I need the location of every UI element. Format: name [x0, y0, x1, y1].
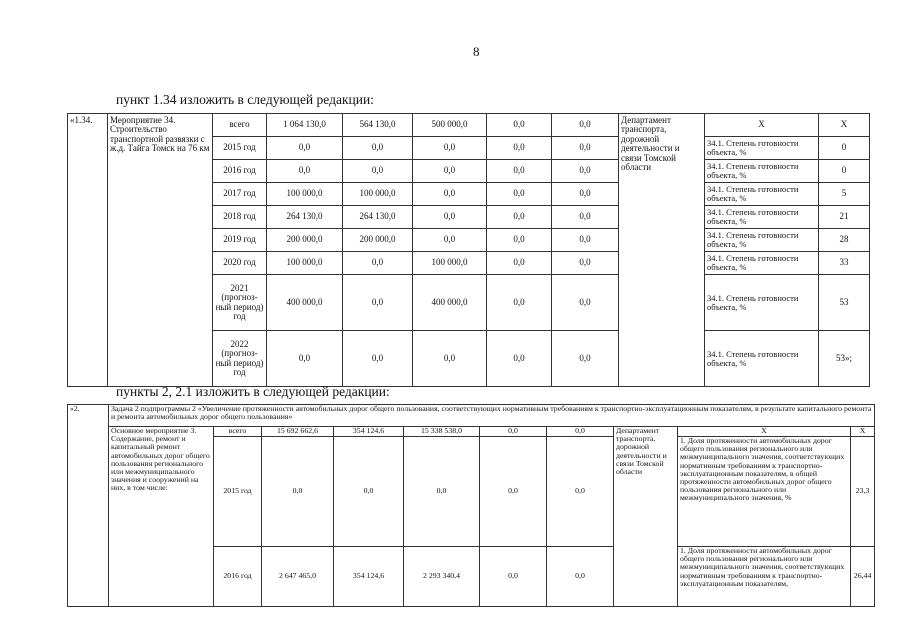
- table-row: [68, 427, 875, 437]
- amount-cell: 0,0: [413, 229, 487, 252]
- amount-cell: 0,0: [547, 437, 614, 547]
- amount-cell: 100 000,0: [267, 183, 343, 206]
- task-row: [68, 405, 875, 427]
- indicator-value: 53: [819, 275, 870, 331]
- amount-cell: 0,0: [552, 252, 619, 275]
- indicator-name: 34.1. Степень готовности объекта, %: [705, 206, 819, 229]
- page-number: 8: [473, 44, 480, 59]
- indicator-value: 0: [819, 137, 870, 160]
- amount-cell: 0,0: [552, 160, 619, 183]
- amount-cell: 0,0: [267, 160, 343, 183]
- indicator-value: 0: [819, 160, 870, 183]
- amount-cell: 0,0: [413, 137, 487, 160]
- amount-cell: 0,0: [262, 437, 334, 547]
- indicator-name: 34.1. Степень готовности объекта, %: [705, 331, 819, 387]
- amount-cell: 0,0: [343, 331, 413, 387]
- amount-cell: 0,0: [343, 275, 413, 331]
- indicator-name: 34.1. Степень готовности объекта, %: [705, 183, 819, 206]
- indicator-name: 34.1. Степень готовности объекта, %: [705, 275, 819, 331]
- indicator-value: 21: [819, 206, 870, 229]
- amount-cell: 200 000,0: [267, 229, 343, 252]
- year-cell: 2019 год: [213, 229, 267, 252]
- amount-cell: 0,0: [267, 331, 343, 387]
- indicator-name: X: [705, 114, 819, 137]
- indicator-name: 1. Доля протяженности автомобильных дорог общего пользования регионального или межмуниципального значения, соответствующих нормативным требованиям к транспортно-эксплуатационным показателям, в общей протяженности автомобильных дорог общего пользования регионального или межмуниципального значения, %: [678, 437, 851, 547]
- amount-cell: 264 130,0: [343, 206, 413, 229]
- amount-cell: 0,0: [552, 114, 619, 137]
- year-cell: всего: [213, 114, 267, 137]
- indicator-name: 34.1. Степень готовности объекта, %: [705, 160, 819, 183]
- amount-cell: 0,0: [487, 183, 552, 206]
- amount-cell: 354 124,6: [334, 427, 404, 437]
- amount-cell: 2 293 340,4: [404, 547, 480, 607]
- amount-cell: 264 130,0: [267, 206, 343, 229]
- amount-cell: 0,0: [552, 229, 619, 252]
- indicator-name: 34.1. Степень готовности объекта, %: [705, 252, 819, 275]
- amount-cell: 1 064 130,0: [267, 114, 343, 137]
- amount-cell: 400 000,0: [267, 275, 343, 331]
- amount-cell: 0,0: [487, 137, 552, 160]
- amount-cell: 0,0: [487, 229, 552, 252]
- amount-cell: 0,0: [480, 547, 547, 607]
- amount-cell: 2 647 465,0: [262, 547, 334, 607]
- item-number: «1.34.: [68, 114, 108, 387]
- amount-cell: 0,0: [413, 331, 487, 387]
- year-cell: 2017 год: [213, 183, 267, 206]
- amount-cell: 15 692 662,6: [262, 427, 334, 437]
- amount-cell: 0,0: [487, 252, 552, 275]
- amount-cell: 564 130,0: [343, 114, 413, 137]
- amount-cell: 0,0: [547, 427, 614, 437]
- heading-item-1-34: пункт 1.34 изложить в следующей редакции:: [116, 92, 374, 107]
- year-cell: 2015 год: [213, 137, 267, 160]
- year-cell: 2016 год: [213, 160, 267, 183]
- year-cell: 2015 год: [214, 437, 262, 547]
- amount-cell: 0,0: [413, 206, 487, 229]
- year-cell: 2018 год: [213, 206, 267, 229]
- year-cell: 2021 (прогноз-ный период) год: [213, 275, 267, 331]
- amount-cell: 0,0: [334, 437, 404, 547]
- department-name: Департамент транспорта, дорожной деятельности и связи Томской области: [614, 427, 678, 607]
- table-item-2: [67, 404, 875, 607]
- amount-cell: 0,0: [343, 252, 413, 275]
- amount-cell: 0,0: [547, 547, 614, 607]
- table-row: [68, 114, 870, 137]
- amount-cell: 0,0: [343, 137, 413, 160]
- amount-cell: 0,0: [413, 183, 487, 206]
- amount-cell: 0,0: [487, 331, 552, 387]
- amount-cell: 0,0: [487, 206, 552, 229]
- indicator-value: 5: [819, 183, 870, 206]
- indicator-value: 33: [819, 252, 870, 275]
- indicator-name: 34.1. Степень готовности объекта, %: [705, 229, 819, 252]
- indicator-value: X: [819, 114, 870, 137]
- amount-cell: 0,0: [552, 206, 619, 229]
- amount-cell: 0,0: [480, 427, 547, 437]
- indicator-value: 28: [819, 229, 870, 252]
- indicator-value: 53»;: [819, 331, 870, 387]
- year-cell: 2020 год: [213, 252, 267, 275]
- amount-cell: 100 000,0: [413, 252, 487, 275]
- amount-cell: 0,0: [552, 331, 619, 387]
- activity-name: Мероприятие 34. Строительство транспортной развязки с ж.д. Тайга Томск на 76 км: [108, 114, 213, 387]
- amount-cell: 400 000,0: [413, 275, 487, 331]
- amount-cell: 500 000,0: [413, 114, 487, 137]
- amount-cell: 100 000,0: [267, 252, 343, 275]
- activity-name: Основное мероприятие 3. Содержание, ремонт и капитальный ремонт автомобильных дорог общего пользования регионального или межмуниципального значения и сооружений на них, в том числе:: [109, 427, 214, 607]
- indicator-name: X: [678, 427, 851, 437]
- amount-cell: 0,0: [487, 160, 552, 183]
- year-cell: 2022 (прогноз-ный период) год: [213, 331, 267, 387]
- indicator-value: 23,3: [851, 437, 875, 547]
- amount-cell: 0,0: [487, 275, 552, 331]
- indicator-name: 1. Доля протяженности автомобильных дорог общего пользования регионального или межмуниципального значения, соответствующих нормативным требованиям к транспортно-эксплуатационным показателям,: [678, 547, 851, 607]
- task-description: Задача 2 подпрограммы 2 «Увеличение протяженности автомобильных дорог общего пользования, соответствующих нормативным требованиям к транспортно-эксплуатационным показателям, в результате капитального ремонта и ремонта автомобильных дорог общего пользования»: [109, 405, 875, 427]
- amount-cell: 0,0: [487, 114, 552, 137]
- amount-cell: 0,0: [343, 160, 413, 183]
- indicator-value: 26,44: [851, 547, 875, 607]
- amount-cell: 0,0: [552, 183, 619, 206]
- indicator-name: 34.1. Степень готовности объекта, %: [705, 137, 819, 160]
- amount-cell: 0,0: [267, 137, 343, 160]
- heading-item-2: пункты 2, 2.1 изложить в следующей редакции:: [116, 384, 390, 399]
- indicator-value: X: [851, 427, 875, 437]
- amount-cell: 0,0: [404, 437, 480, 547]
- amount-cell: 100 000,0: [343, 183, 413, 206]
- amount-cell: 0,0: [552, 137, 619, 160]
- year-cell: всего: [214, 427, 262, 437]
- amount-cell: 0,0: [413, 160, 487, 183]
- table-item-1-34: [67, 113, 870, 387]
- year-cell: 2016 год: [214, 547, 262, 607]
- amount-cell: 200 000,0: [343, 229, 413, 252]
- amount-cell: 15 338 538,0: [404, 427, 480, 437]
- amount-cell: 0,0: [552, 275, 619, 331]
- item-number: «2.: [68, 405, 109, 607]
- amount-cell: 354 124,6: [334, 547, 404, 607]
- department-name: Департамент транспорта, дорожной деятельности и связи Томской области: [619, 114, 705, 387]
- amount-cell: 0,0: [480, 437, 547, 547]
